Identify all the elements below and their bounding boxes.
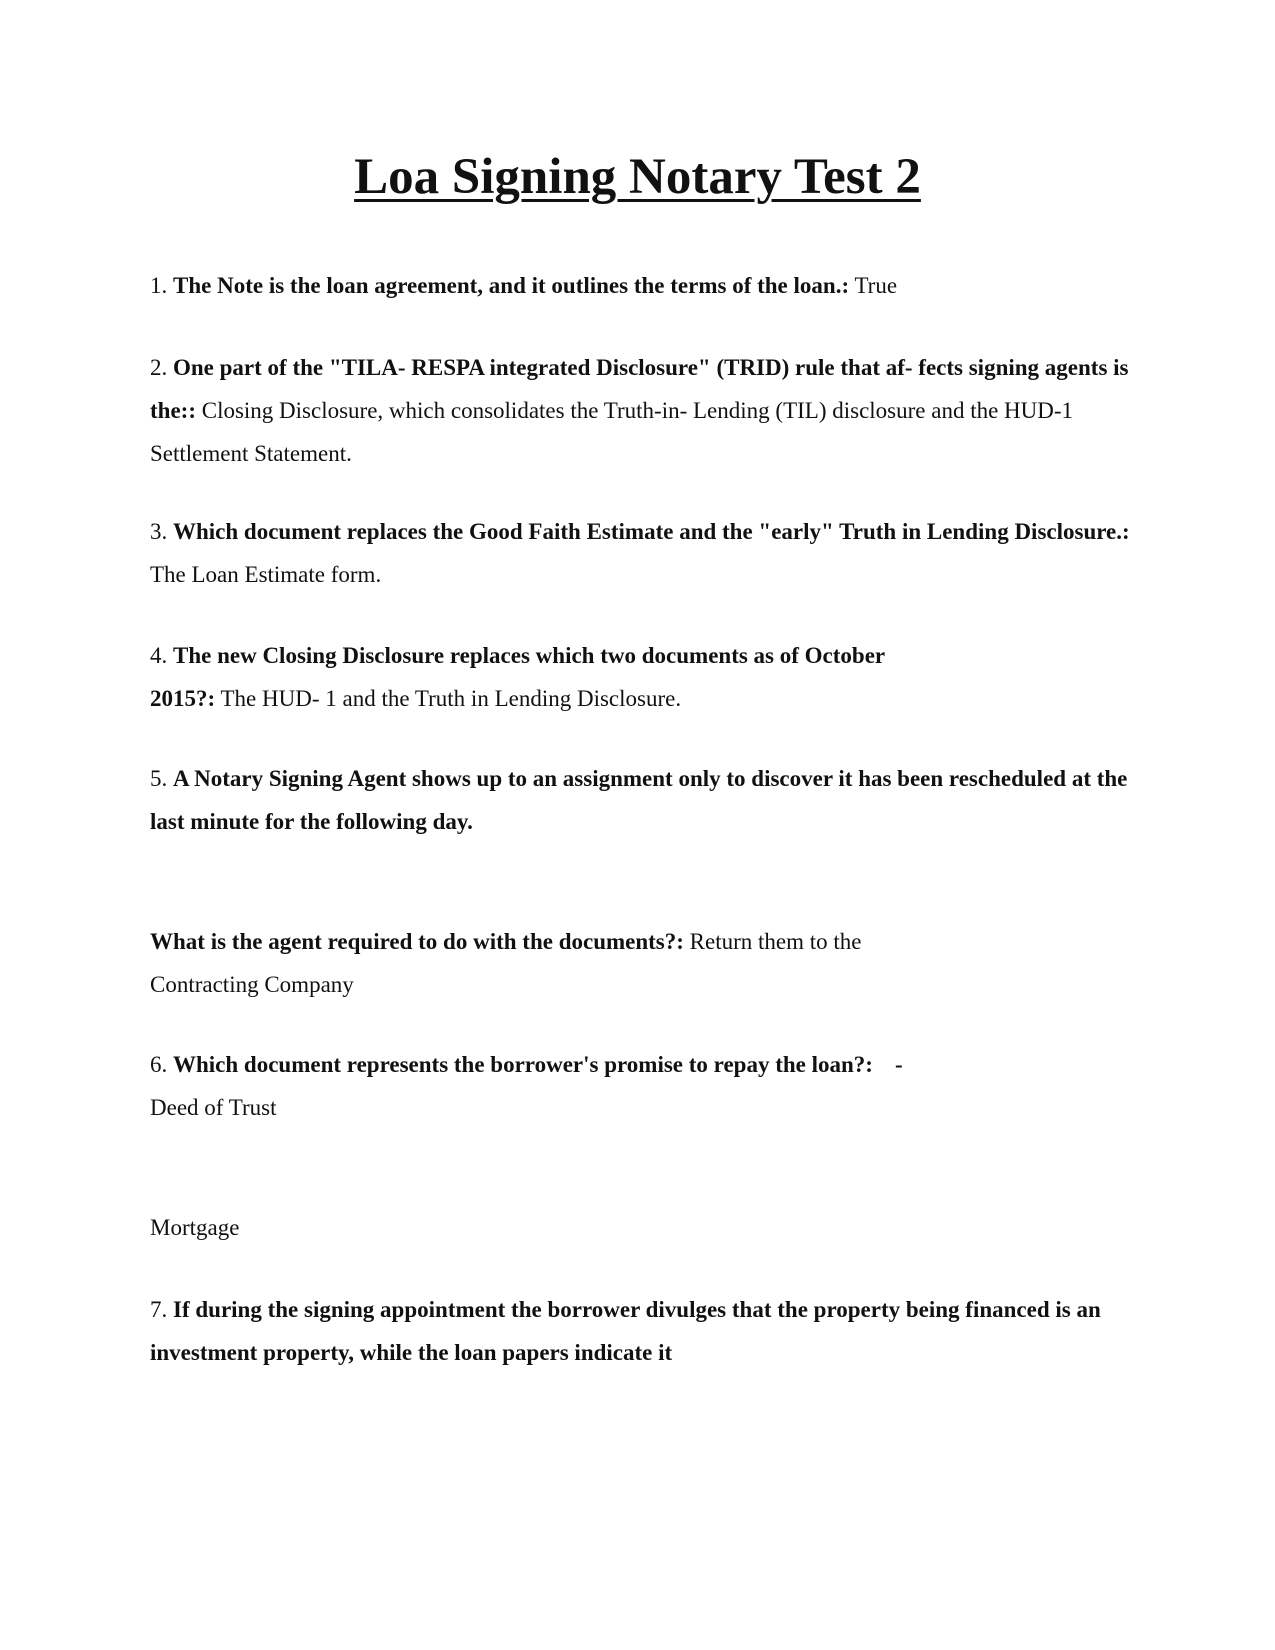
qa-item-4 [150, 634, 1130, 720]
qa-item-2 [150, 346, 1130, 475]
question-text: A Notary Signing Agent shows up to an assignment only to discover it has been rescheduled at the last minute for the following day. [150, 766, 1128, 834]
item-number: 4. [150, 643, 173, 668]
answer-text: Return them to the [683, 929, 862, 954]
qa-item-5-followup [150, 920, 1130, 1006]
qa-item-3 [150, 510, 1130, 596]
answer-text: True [849, 273, 898, 298]
item-number: 7. [150, 1297, 173, 1322]
answer-text: Closing Disclosure, which consolidates the Truth-in- Lending (TIL) disclosure and the HUD-1 Settlement Statement. [150, 398, 1074, 466]
qa-item-7 [150, 1288, 1130, 1374]
qa-item-1 [150, 264, 1130, 307]
answer-text: The HUD- 1 and the Truth in Lending Disclosure. [215, 686, 682, 711]
question-text: What is the agent required to do with the documents?: [150, 929, 684, 954]
question-text: One part of the "TILA- RESPA integrated Disclosure" (TRID) rule that af- fects signing agents is the:: [150, 355, 1129, 423]
qa-item-6 [150, 1043, 1130, 1129]
question-text: If during the signing appointment the borrower divulges that the property being financed is an investment property, while the loan papers indicate it [150, 1297, 1101, 1365]
question-text: Which document represents the borrower's promise to repay the loan?: [173, 1052, 873, 1077]
item-number: 3. [150, 519, 173, 544]
answer-option-mortgage: Mortgage [150, 1215, 240, 1240]
dash-separator: - [894, 1052, 903, 1077]
item-number: 5. [150, 766, 173, 791]
item-number: 6. [150, 1052, 173, 1077]
question-text-continued: 2015?: [150, 686, 216, 711]
question-text: The new Closing Disclosure replaces which two documents as of October [173, 643, 886, 668]
question-text: The Note is the loan agreement, and it outlines the terms of the loan.: [173, 273, 850, 298]
page-title: Loa Signing Notary Test 2 [354, 149, 921, 205]
item-number: 1. [150, 273, 173, 298]
question-text: Which document replaces the Good Faith Estimate and the "early" Truth in Lending Disclosure.: [173, 519, 1130, 544]
answer-text-continued: Contracting Company [150, 972, 354, 997]
answer-text: Deed of Trust [150, 1095, 277, 1120]
item-number: 2. [150, 355, 173, 380]
answer-text: The Loan Estimate form. [150, 562, 382, 587]
qa-item-5 [150, 757, 1130, 843]
